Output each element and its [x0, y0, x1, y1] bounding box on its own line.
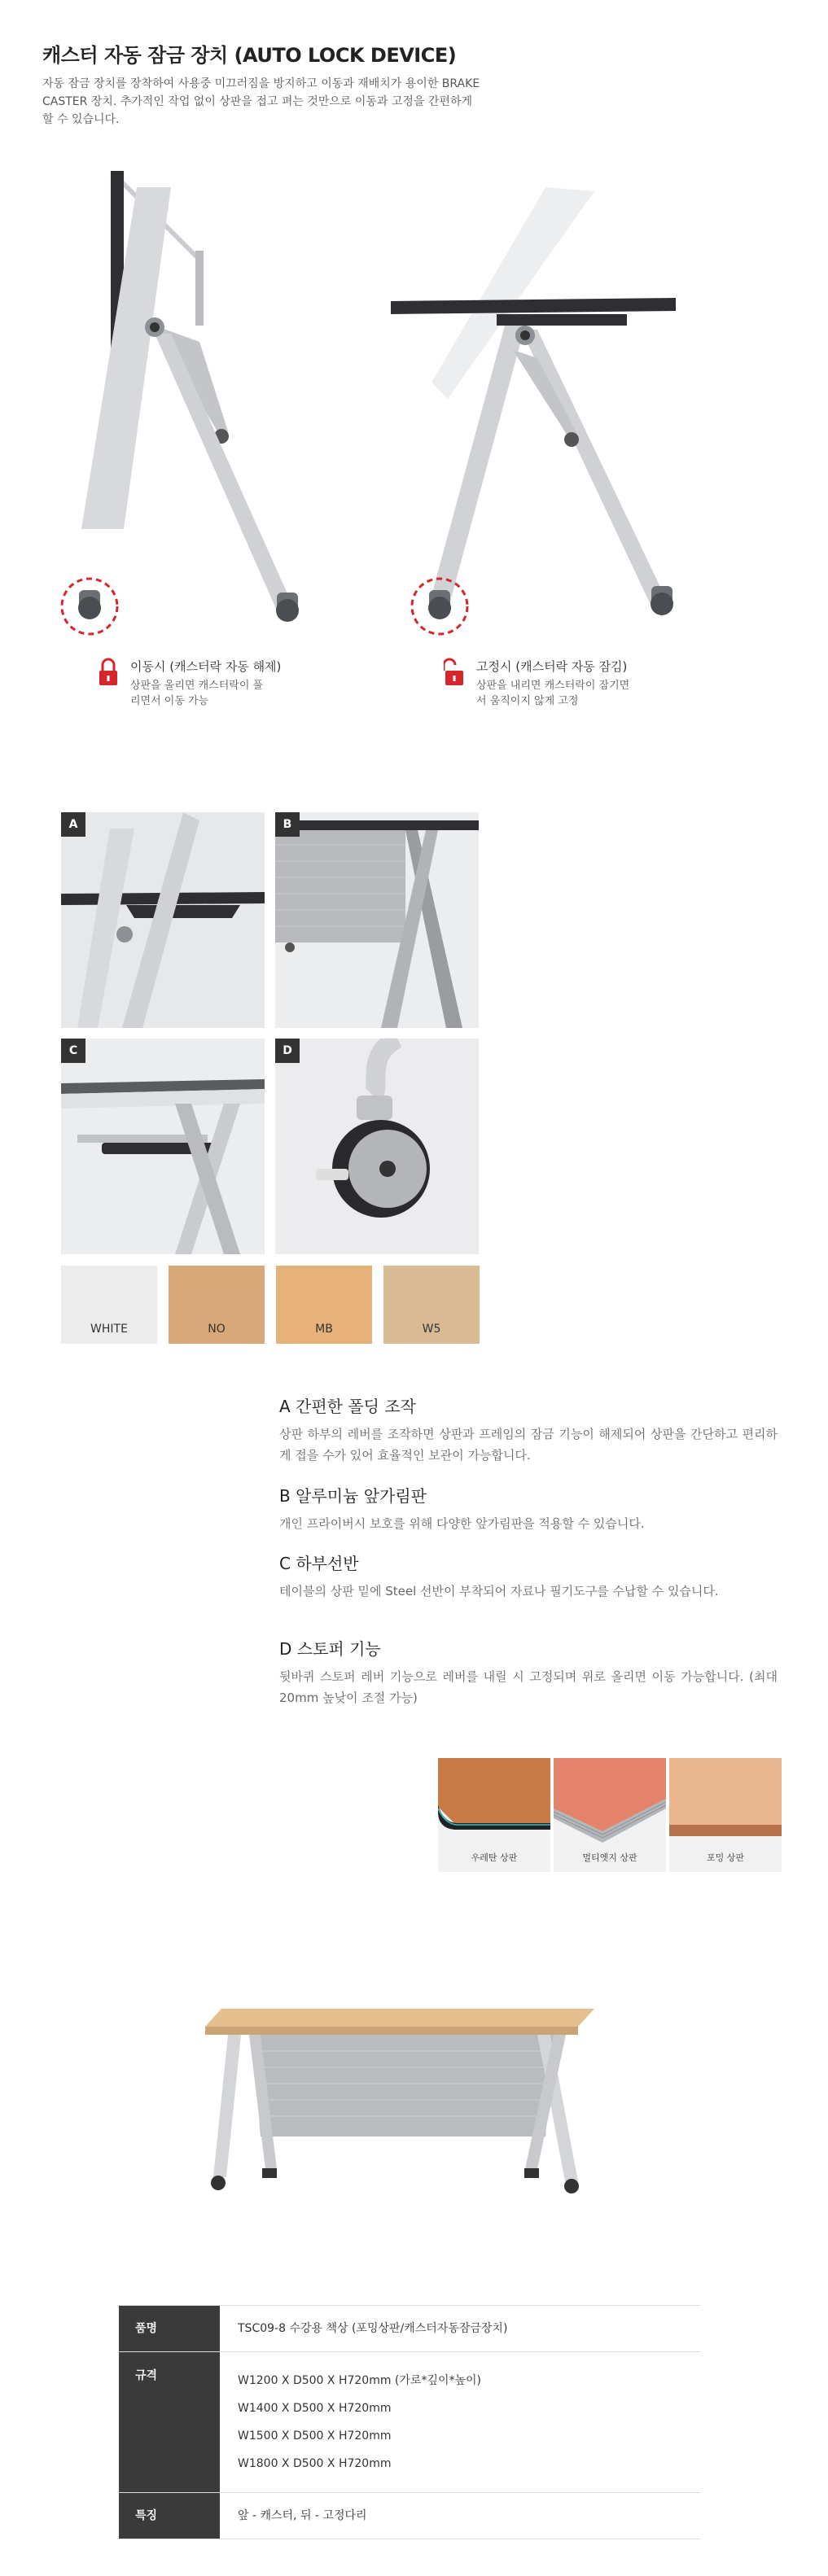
lock-state-title: 고정시 (캐스터락 자동 잠김) — [476, 659, 628, 674]
spec-size-line: W1200 X D500 X H720mm (가로*깊이*높이) — [238, 2374, 481, 2387]
spec-label: 규격 — [119, 2352, 220, 2492]
feature-b — [279, 1483, 778, 1534]
photo-badge: D — [275, 1039, 300, 1063]
feature-title: D 스토퍼 기능 — [279, 1639, 381, 1659]
spec-value: TSC09-8 수강용 책상 (포밍상판/캐스터자동잠금장치) — [238, 2322, 508, 2335]
spec-value — [220, 2352, 700, 2492]
spec-size-line: W1500 X D500 X H720mm — [238, 2429, 392, 2443]
spec-row-size — [119, 2352, 700, 2493]
intro-text: 자동 잠금 장치를 장착하여 사용중 미끄러짐을 방지하고 이동과 재배치가 용이한 BRAKE CASTER 장치. 추가적인 작업 없이 상판을 접고 펴는 것만으로 이동과 고정을 간편하게 할 수 있습니다. — [42, 77, 480, 126]
lock-state-locked — [444, 658, 631, 709]
lock-state-desc: 상판을 내리면 캐스터락이 잠기면서 움직이지 않게 고정 — [476, 680, 630, 707]
spec-size-line: W1400 X D500 X H720mm — [238, 2402, 392, 2415]
swatch-label: NO — [208, 1323, 226, 1336]
feature-title: A 간편한 폴딩 조작 — [279, 1397, 416, 1416]
color-swatch-mb — [276, 1266, 372, 1344]
color-swatch-white — [61, 1266, 157, 1344]
feature-title: B 알루미늄 앞가림판 — [279, 1486, 427, 1506]
spec-label: 특징 — [119, 2493, 220, 2539]
finish-multiedge — [554, 1758, 666, 1872]
feature-desc: 개인 프라이버시 보호를 위해 다양한 앞가림판을 적용할 수 있습니다. — [279, 1516, 645, 1531]
product-image — [195, 1994, 602, 2222]
spec-table — [119, 2305, 700, 2539]
finish-forming — [669, 1758, 782, 1872]
finish-label: 멀티엣지 상판 — [582, 1852, 637, 1863]
spec-row-product — [119, 2306, 700, 2352]
color-swatch-no — [169, 1266, 265, 1344]
color-swatch-w5 — [383, 1266, 480, 1344]
feature-title: C 하부선반 — [279, 1554, 359, 1573]
feature-desc: 뒷바퀴 스토퍼 레버 기능으로 레버를 내릴 시 고정되며 위로 올리면 이동 가능합니다. (최대 20mm 높낮이 조절 가능) — [279, 1669, 778, 1705]
feature-a — [279, 1393, 778, 1466]
page-title: 캐스터 자동 잠금 장치 (AUTO LOCK DEVICE) — [42, 44, 457, 67]
photo-d — [275, 1039, 479, 1254]
swatch-label: WHITE — [90, 1323, 128, 1336]
feature-desc: 상판 하부의 레버를 조작하면 상판과 프레임의 잠금 기능이 해제되어 상판을 간단하고 편리하게 접을 수가 있어 효율적인 보관이 가능합니다. — [279, 1427, 778, 1463]
lock-state-unlocked — [98, 658, 281, 709]
photo-a — [61, 812, 265, 1028]
folded-table-illustration — [33, 155, 375, 643]
spec-size-line: W1800 X D500 X H720mm — [238, 2457, 392, 2470]
feature-d — [279, 1636, 778, 1708]
lock-state-title: 이동시 (캐스터락 자동 해제) — [130, 659, 282, 674]
swatch-label: W5 — [422, 1323, 441, 1336]
feature-c — [279, 1550, 778, 1602]
spec-row-feature — [119, 2493, 700, 2539]
photo-badge: C — [61, 1039, 85, 1063]
swatch-label: MB — [315, 1323, 333, 1336]
locked-padlock-icon — [444, 658, 465, 687]
lock-state-desc: 상판을 올리면 캐스터락이 풀리면서 이동 가능 — [130, 680, 264, 707]
unlocked-padlock-icon — [98, 658, 119, 687]
unfolded-table-illustration — [383, 155, 725, 643]
photo-c — [61, 1039, 265, 1254]
finish-label: 우레탄 상판 — [471, 1852, 518, 1863]
photo-badge: A — [61, 812, 85, 837]
spec-value: 앞 - 캐스터, 뒤 - 고정다리 — [238, 2509, 367, 2522]
finish-urethane — [438, 1758, 550, 1872]
photo-b — [275, 812, 479, 1028]
photo-badge: B — [275, 812, 300, 837]
spec-label: 품명 — [119, 2306, 220, 2351]
finish-label: 포밍 상판 — [706, 1852, 744, 1863]
feature-desc: 테이블의 상판 밑에 Steel 선반이 부착되어 자료나 필기도구를 수납할 수 있습니다. — [279, 1584, 719, 1599]
